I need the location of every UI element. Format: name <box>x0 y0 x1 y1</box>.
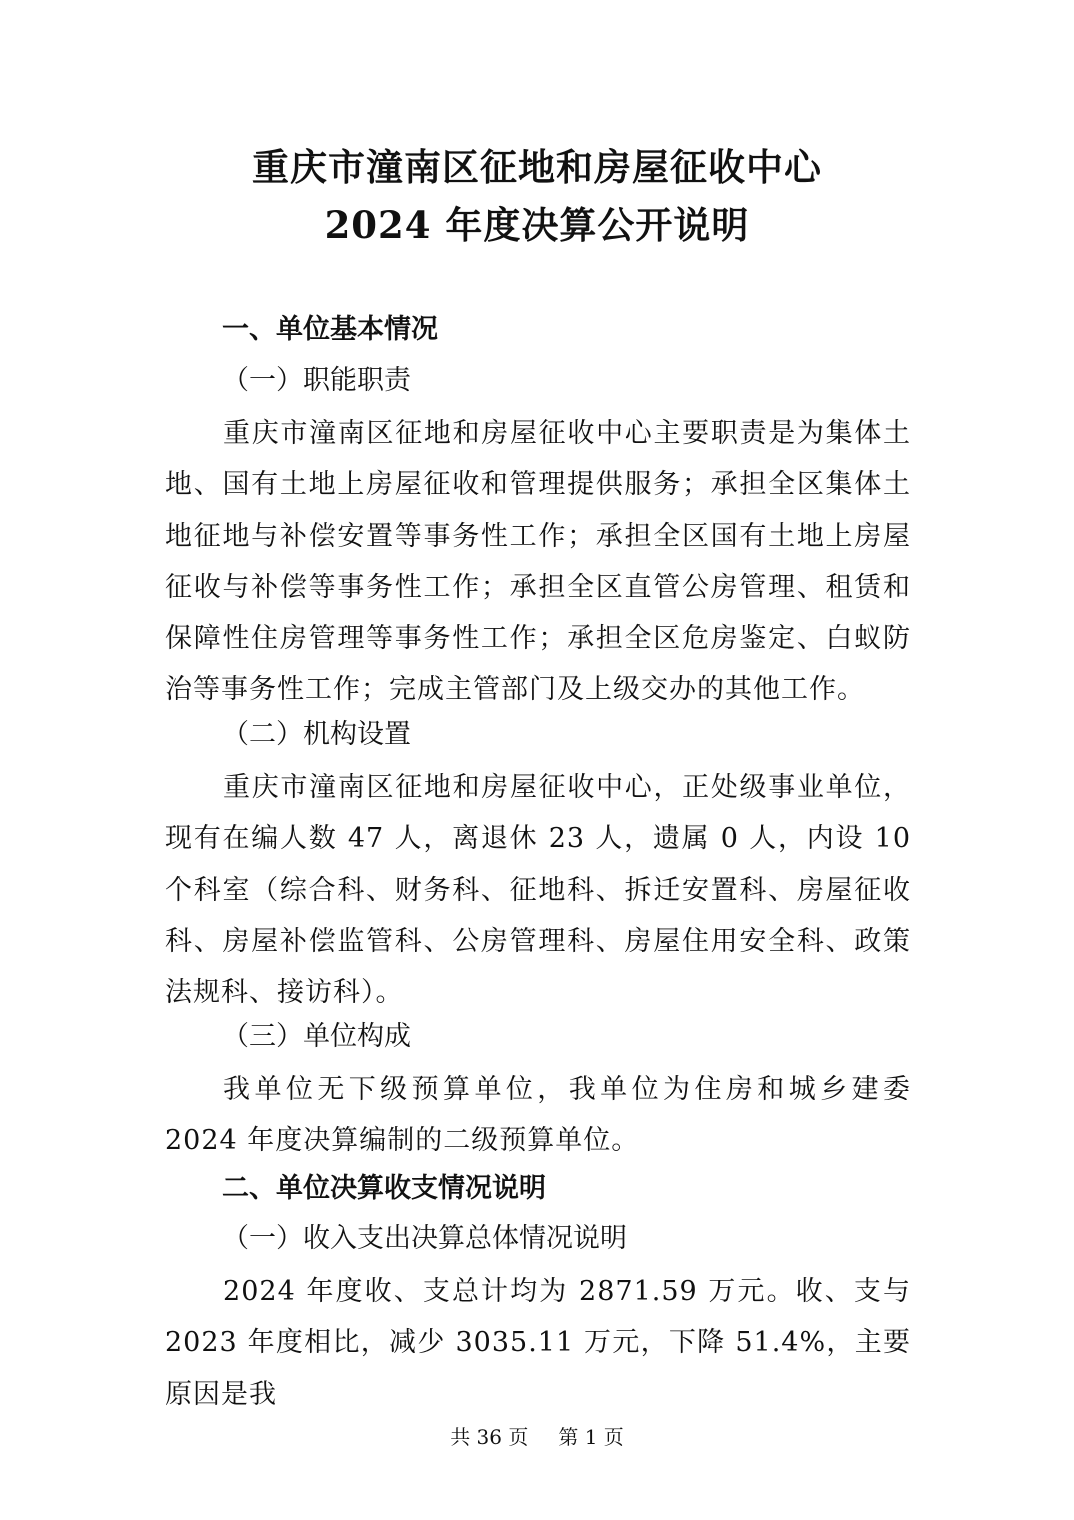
document-title <box>0 138 1074 254</box>
page-footer <box>0 1421 1074 1450</box>
subheading-overall-summary: （一）收入支出决算总体情况说明 <box>222 1223 627 1254</box>
section-heading-basic-info: 一、单位基本情况 <box>222 314 438 345</box>
subheading-organization: （二）机构设置 <box>222 719 411 750</box>
current-page: 第 1 页 <box>558 1425 624 1449</box>
title-line-1: 重庆市潼南区征地和房屋征收中心 <box>252 145 822 189</box>
subheading-composition: （三）单位构成 <box>222 1021 411 1052</box>
paragraph-functions: 重庆市潼南区征地和房屋征收中心主要职责是为集体土地、国有土地上房屋征收和管理提供服务；承担全区集体土地征地与补偿安置等事务性工作；承担全区国有土地上房屋征收与补偿等事务性工作；承担全区直管公房管理、租赁和保障性住房管理等事务性工作；承担全区危房鉴定、白蚁防治等事务性工作；完成主管部门及上级交办的其他工作。 <box>165 418 911 706</box>
paragraph-organization: 重庆市潼南区征地和房屋征收中心，正处级事业单位，现有在编人数 47 人，离退休 23 人，遗属 0 人，内设 10 个科室（综合科、财务科、征地科、拆迁安置科、房屋征收科、房屋补偿监管科、公房管理科、房屋住用安全科、政策法规科、接访科）。 <box>165 772 911 1009</box>
total-pages: 共 36 页 <box>450 1425 529 1449</box>
title-line-2: 2024 年度决算公开说明 <box>324 203 750 247</box>
subheading-functions: （一）职能职责 <box>222 365 411 396</box>
section-heading-revenue-expenditure: 二、单位决算收支情况说明 <box>222 1173 546 1204</box>
paragraph-composition: 我单位无下级预算单位，我单位为住房和城乡建委 2024 年度决算编制的二级预算单位。 <box>165 1074 911 1157</box>
paragraph-overall-summary: 2024 年度收、支总计均为 2871.59 万元。收、支与 2023 年度相比，减少 3035.11 万元，下降 51.4%，主要原因是我 <box>165 1276 911 1410</box>
